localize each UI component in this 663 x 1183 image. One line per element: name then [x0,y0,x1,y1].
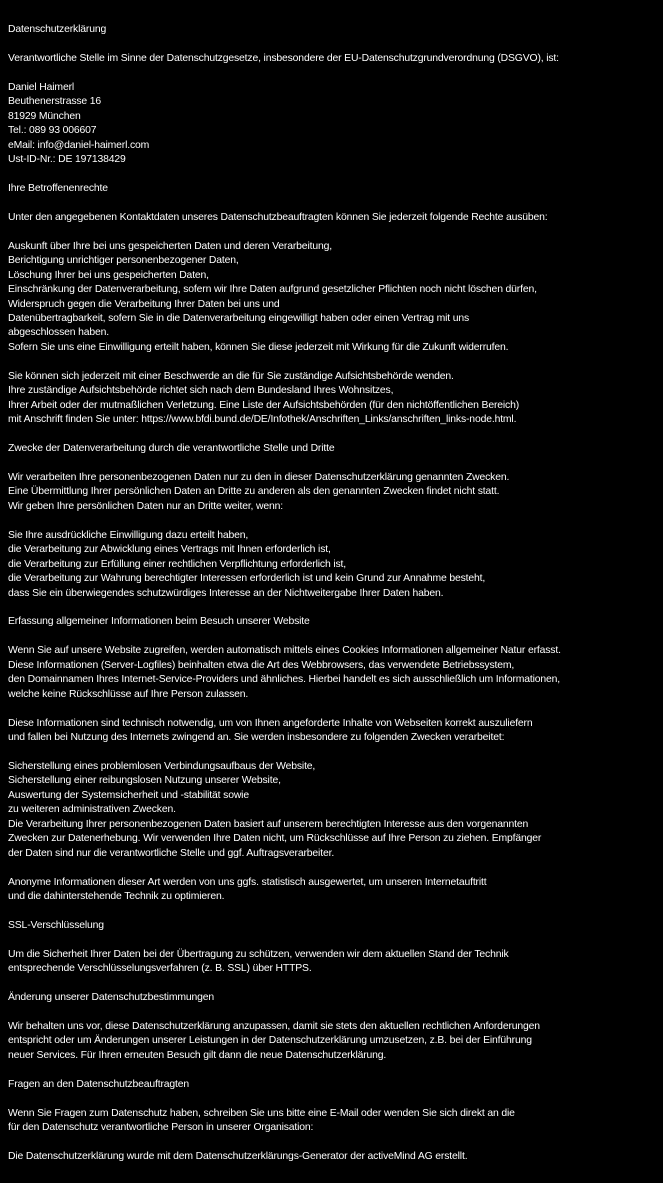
contact-address-block [8,81,660,168]
text-line: Unter den angegebenen Kontaktdaten unseres Datenschutzbeauftragten können Sie jederzeit folgende Rechte ausüben: [8,211,548,223]
text-line: die Verarbeitung zur Wahrung berechtigter Interessen erforderlich ist und kein Grund zur Annahme besteht, [8,573,486,585]
text-line: Sofern Sie uns eine Einwilligung erteilt haben, können Sie diese jederzeit mit Wirkung für die Zukunft widerrufen. [8,341,509,353]
text-line: Sicherstellung eines problemlosen Verbindungsaufbaus der Website, [8,760,316,772]
contact-name: Daniel Haimerl [8,81,75,93]
text-line: Datenübertragbarkeit, sofern Sie in die Datenverarbeitung eingewilligt haben oder einen Vertrag mit uns [8,312,470,324]
general-info-paragraph [8,644,660,702]
responsible-party-intro [8,52,660,66]
text-line: Sicherstellung einer reibungslosen Nutzung unserer Website, [8,775,281,787]
text-line: welche keine Rückschlüsse auf Ihre Person zulassen. [8,688,249,700]
text-line: Verantwortliche Stelle im Sinne der Datenschutzgesetze, insbesondere der EU-Datenschutzgrundverordnung (DSGVO), ist: [8,52,559,64]
text-line: Eine Übermittlung Ihrer persönlichen Daten an Dritte zu anderen als den genannten Zwecken findet nicht statt. [8,486,500,498]
privacy-policy-document [8,23,660,1179]
generator-credit [8,1150,660,1164]
text-line: dass Sie ein überwiegendes schutzwürdiges Interesse an der Nichtweitergabe Ihrer Daten haben. [8,587,444,599]
complaint-paragraph [8,370,660,428]
section-heading-rights [8,182,660,196]
rights-intro [8,211,660,225]
text-line: der Daten sind nur die verantwortliche Stelle und ggf. Auftragsverarbeiter. [8,847,335,859]
section-heading: Änderung unserer Datenschutzbestimmungen [8,992,214,1004]
text-line: Datenschutzerklärung [8,24,107,35]
text-line: neuer Services. Für Ihren erneuten Besuch gilt dann die neue Datenschutzerklärung. [8,1049,387,1061]
text-line: Sie Ihre ausdrückliche Einwilligung dazu erteilt haben, [8,529,249,541]
text-line: Ihre zuständige Aufsichtsbehörde richtet sich nach dem Bundesland Ihres Wohnsitzes, [8,385,394,397]
text-line: Wenn Sie Fragen zum Datenschutz haben, schreiben Sie uns bitte eine E-Mail oder wenden Sie sich direkt an die [8,1107,515,1119]
text-line: Anonyme Informationen dieser Art werden von uns ggfs. statistisch ausgewertet, um unseren Internetauftritt [8,876,487,888]
purposes-paragraph [8,471,660,514]
text-line: entspricht oder um Änderungen unserer Leistungen in der Datenschutzerklärung umzusetzen, z.B. bei der Einführung [8,1035,532,1047]
text-line: Wenn Sie auf unsere Website zugreifen, werden automatisch mittels eines Cookies Informationen allgemeiner Natur erfasst. [8,645,561,657]
text-line: Ihrer Arbeit oder der mutmaßlichen Verletzung. Eine Liste der Aufsichtsbehörden (für den nichtöffentlichen Bereich) [8,399,520,411]
text-line: Wir geben Ihre persönlichen Daten nur an Dritte weiter, wenn: [8,500,284,512]
text-line: Diese Informationen (Server-Logfiles) beinhalten etwa die Art des Webbrowsers, das verwendete Betriebssystem, [8,659,515,671]
section-heading: Fragen an den Datenschutzbeauftragten [8,1078,190,1090]
text-line: Widerspruch gegen die Verarbeitung Ihrer Daten bei uns und [8,298,280,310]
disclosure-conditions-list [8,529,660,601]
text-line: die Verarbeitung zur Abwicklung eines Vertrags mit Ihnen erforderlich ist, [8,544,331,556]
text-line: mit Anschrift finden Sie unter: https://www.bfdi.bund.de/DE/Infothek/Anschriften_Links/anschriften_links-node.html. [8,414,517,426]
text-line: Die Verarbeitung Ihrer personenbezogenen Daten basiert auf unserem berechtigten Interesse aus den vorgenannten [8,818,529,830]
text-line: abgeschlossen haben. [8,327,109,339]
text-line: und die dahinterstehende Technik zu optimieren. [8,890,225,902]
text-line: Löschung Ihrer bei uns gespeicherten Daten, [8,269,209,281]
contact-phone: Tel.: 089 93 006607 [8,125,97,137]
page-title [8,23,660,37]
text-line: Die Datenschutzerklärung wurde mit dem Datenschutzerklärungs-Generator der activeMind AG erstellt. [8,1151,468,1163]
contact-email: eMail: info@daniel-haimerl.com [8,139,150,151]
section-heading-general-info [8,615,660,629]
section-heading-purposes [8,442,660,456]
text-line: Sie können sich jederzeit mit einer Beschwerde an die für Sie zuständige Aufsichtsbehörde wenden. [8,370,454,382]
text-line: Berichtigung unrichtiger personenbezogener Daten, [8,255,239,267]
technical-necessity-paragraph [8,717,660,746]
text-line: den Domainnamen Ihres Internet-Service-Providers und ähnliches. Hierbei handelt es sich ausschließlich um Informationen, [8,674,561,686]
anonymous-statistics-paragraph [8,876,660,905]
section-heading: Ihre Betroffenenrechte [8,182,108,194]
text-line: Auswertung der Systemsicherheit und -stabilität sowie [8,789,249,801]
section-heading: Zwecke der Datenverarbeitung durch die verantwortliche Stelle und Dritte [8,443,335,455]
text-line: Diese Informationen sind technisch notwendig, um von Ihnen angeforderte Inhalte von Webseiten korrekt auszuliefern [8,717,533,729]
processing-purposes-list [8,760,660,861]
text-line: für den Datenschutz verantwortliche Person in unserer Organisation: [8,1122,314,1134]
text-line: Zwecken zur Datenerhebung. Wir verwenden Ihre Daten nicht, um Rückschlüsse auf Ihre Person zu ziehen. Empfänger [8,833,542,845]
ssl-paragraph [8,948,660,977]
text-line: zu weiteren administrativen Zwecken. [8,804,176,816]
changes-paragraph [8,1020,660,1063]
text-line: Auskunft über Ihre bei uns gespeicherten Daten und deren Verarbeitung, [8,240,332,252]
section-heading: Erfassung allgemeiner Informationen beim Besuch unserer Website [8,616,310,628]
section-heading: SSL-Verschlüsselung [8,919,104,931]
contact-street: Beuthenerstrasse 16 [8,96,102,108]
section-heading-questions [8,1078,660,1092]
text-line: die Verarbeitung zur Erfüllung einer rechtlichen Verpflichtung erforderlich ist, [8,558,347,570]
text-line: entsprechende Verschlüsselungsverfahren (z. B. SSL) über HTTPS. [8,963,312,975]
contact-city: 81929 München [8,110,81,122]
section-heading-changes [8,991,660,1005]
text-line: Einschränkung der Datenverarbeitung, sofern wir Ihre Daten aufgrund gesetzlicher Pflichten noch nicht löschen dürfen, [8,284,537,296]
contact-vat-id: Ust-ID-Nr.: DE 197138429 [8,154,126,166]
questions-paragraph [8,1107,660,1136]
text-line: Wir behalten uns vor, diese Datenschutzerklärung anzupassen, damit sie stets den aktuellen rechtlichen Anforderungen [8,1020,540,1032]
text-line: und fallen bei Nutzung des Internets zwingend an. Sie werden insbesondere zu folgenden Zwecken verarbeitet: [8,732,505,744]
text-line: Wir verarbeiten Ihre personenbezogenen Daten nur zu den in dieser Datenschutzerklärung genannten Zwecken. [8,471,510,483]
section-heading-ssl [8,919,660,933]
text-line: Um die Sicherheit Ihrer Daten bei der Übertragung zu schützen, verwenden wir dem aktuellen Stand der Technik [8,948,509,960]
rights-list [8,240,660,356]
